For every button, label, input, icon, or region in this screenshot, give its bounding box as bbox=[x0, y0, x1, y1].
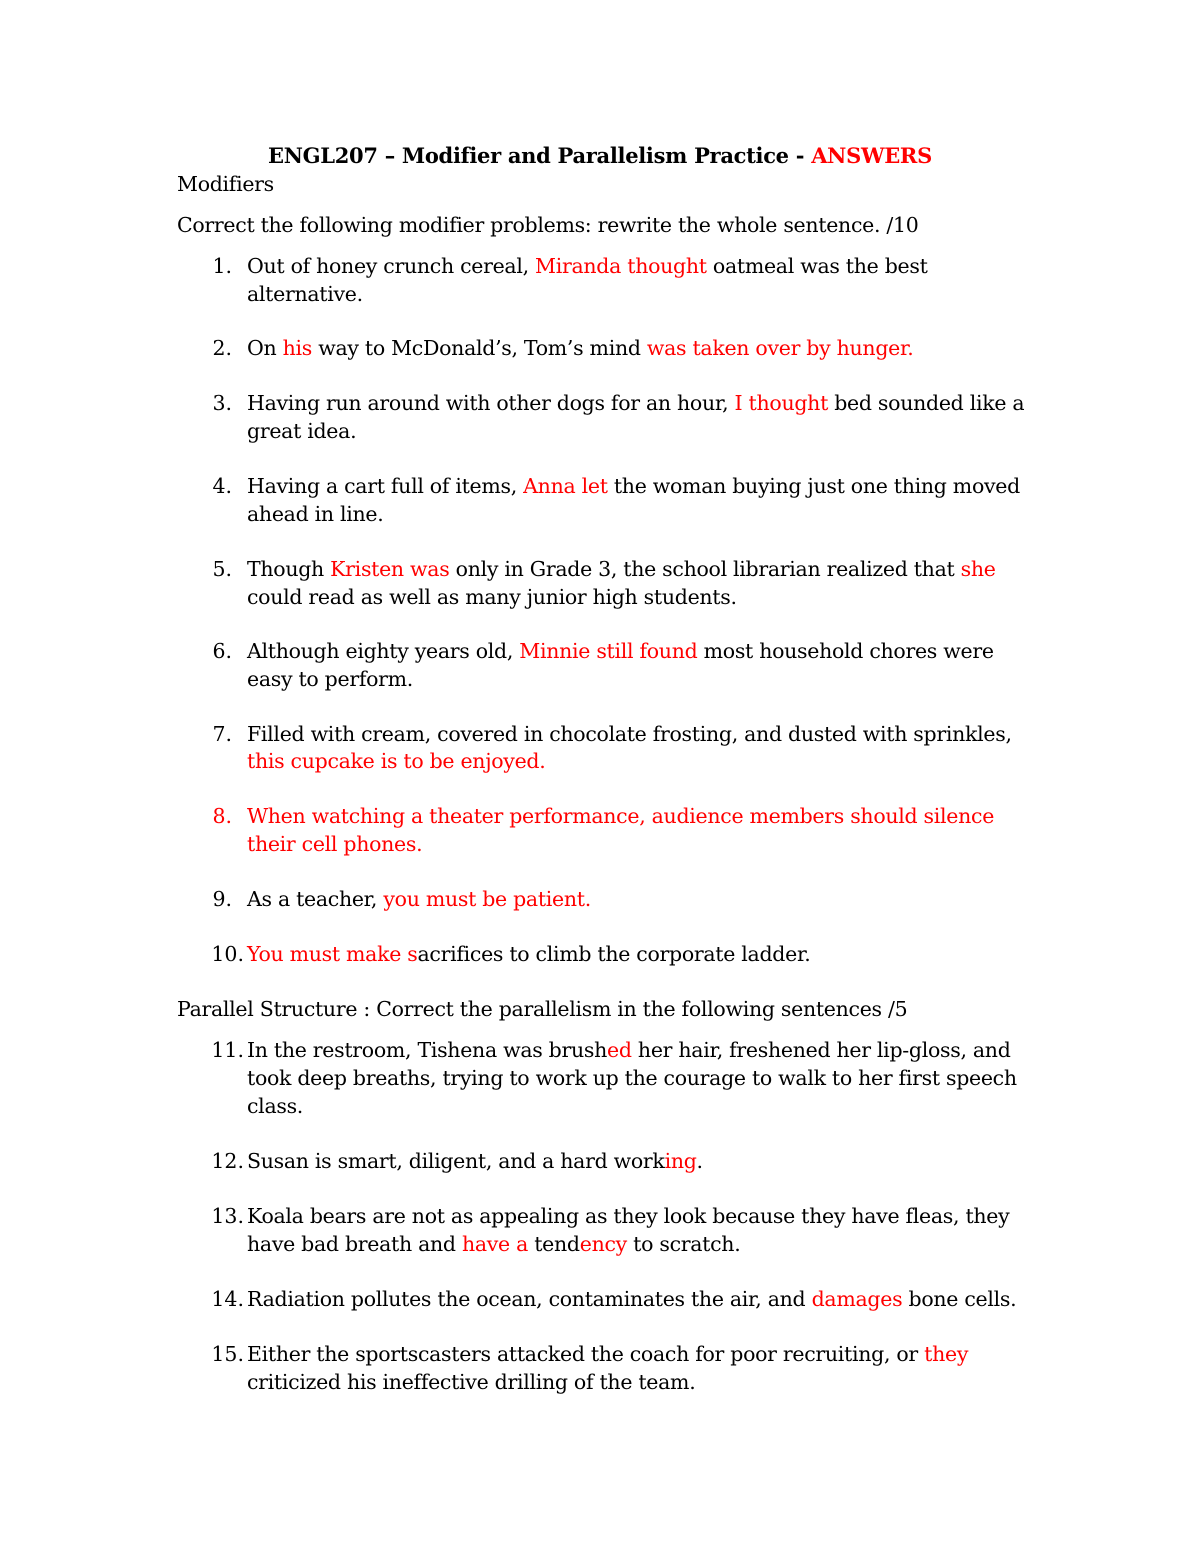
item-number: 6. bbox=[212, 639, 232, 663]
item-6-line-2: easy to perform. bbox=[247, 667, 414, 691]
page-title bbox=[0, 142, 1200, 170]
item-10-line-1 bbox=[247, 940, 810, 968]
item-11-line-1 bbox=[247, 1036, 1011, 1064]
item-11-line-3: class. bbox=[247, 1094, 304, 1118]
item-text: the woman buying just one thing moved bbox=[607, 474, 1020, 498]
item-text: most household chores were bbox=[697, 639, 994, 663]
item-number: 2. bbox=[212, 336, 232, 360]
item-number: 7. bbox=[212, 722, 232, 746]
item-text: tend bbox=[528, 1232, 580, 1256]
item-text: In the restroom, Tishena was brush bbox=[247, 1038, 608, 1062]
section-heading-modifiers: Modifiers bbox=[177, 172, 274, 196]
item-text: On bbox=[247, 336, 283, 360]
item-3-line-1 bbox=[247, 389, 1024, 417]
item-answer: I thought bbox=[734, 391, 829, 415]
item-number: 14. bbox=[211, 1287, 244, 1311]
item-answer: was taken over by hunger. bbox=[646, 336, 914, 360]
item-number: 4. bbox=[212, 474, 232, 498]
item-15-line-2: criticized his ineffective drilling of the team. bbox=[247, 1370, 696, 1394]
item-text: only in Grade 3, the school librarian realized that bbox=[449, 557, 961, 581]
item-5-line-2: could read as well as many junior high students. bbox=[247, 585, 737, 609]
item-number: 13. bbox=[211, 1204, 244, 1228]
item-answer: she bbox=[960, 557, 996, 581]
item-1-line-2: alternative. bbox=[247, 282, 363, 306]
item-number: 8. bbox=[212, 804, 232, 828]
item-text: oatmeal was the best bbox=[706, 254, 928, 278]
item-number: 5. bbox=[212, 557, 232, 581]
item-answer: Anna let bbox=[523, 474, 608, 498]
item-answer: Kristen was bbox=[330, 557, 450, 581]
item-answer: ency bbox=[579, 1232, 627, 1256]
item-text: acrifices to climb the corporate ladder. bbox=[417, 942, 811, 966]
item-text: bed sounded like a bbox=[828, 391, 1025, 415]
item-answer: ed bbox=[607, 1038, 632, 1062]
item-text: to scratch. bbox=[626, 1232, 741, 1256]
item-text: bone cells. bbox=[902, 1287, 1017, 1311]
item-answer: You must make s bbox=[247, 942, 418, 966]
item-number: 15. bbox=[211, 1342, 244, 1366]
item-15-line-1 bbox=[247, 1340, 968, 1368]
item-number: 12. bbox=[211, 1149, 244, 1173]
item-text: Radiation pollutes the ocean, contaminates the air, and bbox=[247, 1287, 812, 1311]
item-text: . bbox=[696, 1149, 703, 1173]
item-number: 10. bbox=[211, 942, 244, 966]
item-8-line-2: their cell phones. bbox=[247, 832, 423, 856]
item-4-line-2: ahead in line. bbox=[247, 502, 384, 526]
item-number: 3. bbox=[212, 391, 232, 415]
item-number: 11. bbox=[211, 1038, 244, 1062]
modifiers-instruction: Correct the following modifier problems: rewrite the whole sentence. /10 bbox=[177, 213, 919, 237]
item-9-line-1 bbox=[247, 885, 591, 913]
item-answer: ing bbox=[664, 1149, 697, 1173]
item-text: Having a cart full of items, bbox=[247, 474, 524, 498]
item-number: 9. bbox=[212, 887, 232, 911]
item-12-line-1 bbox=[247, 1147, 703, 1175]
item-text: way to McDonald’s, Tom’s mind bbox=[312, 336, 647, 360]
item-2-line-1 bbox=[247, 334, 913, 362]
item-text: Although eighty years old, bbox=[247, 639, 520, 663]
item-13-line-2 bbox=[247, 1230, 740, 1258]
item-text: Susan is smart, diligent, and a hard work bbox=[247, 1149, 665, 1173]
item-text: Out of honey crunch cereal, bbox=[247, 254, 536, 278]
item-text: Either the sportscasters attacked the coach for poor recruiting, or bbox=[247, 1342, 925, 1366]
item-answer: you must be patient. bbox=[383, 887, 591, 911]
title-main: ENGL207 – Modifier and Parallelism Practice - bbox=[268, 143, 812, 168]
item-number: 1. bbox=[212, 254, 232, 278]
item-text: Having run around with other dogs for an hour, bbox=[247, 391, 735, 415]
item-4-line-1 bbox=[247, 472, 1020, 500]
item-5-line-1 bbox=[247, 555, 996, 583]
item-13-line-1: Koala bears are not as appealing as they look because they have fleas, they bbox=[247, 1204, 1010, 1228]
item-text: Though bbox=[247, 557, 331, 581]
item-7-line-1: Filled with cream, covered in chocolate frosting, and dusted with sprinkles, bbox=[247, 722, 1012, 746]
item-answer: damages bbox=[811, 1287, 903, 1311]
item-1-line-1 bbox=[247, 252, 928, 280]
item-text: have bad breath and bbox=[247, 1232, 462, 1256]
title-answers: ANSWERS bbox=[811, 143, 932, 168]
item-8-line-1: When watching a theater performance, audience members should silence bbox=[247, 804, 995, 828]
item-text: her hair, freshened her lip-gloss, and bbox=[631, 1038, 1011, 1062]
item-answer: Miranda thought bbox=[535, 254, 707, 278]
item-6-line-1 bbox=[247, 637, 994, 665]
item-answer: his bbox=[282, 336, 313, 360]
item-11-line-2: took deep breaths, trying to work up the courage to walk to her first speech bbox=[247, 1066, 1017, 1090]
item-3-line-2: great idea. bbox=[247, 419, 357, 443]
item-answer: have a bbox=[461, 1232, 529, 1256]
item-7-line-2: this cupcake is to be enjoyed. bbox=[247, 749, 546, 773]
item-answer: Minnie still found bbox=[519, 639, 698, 663]
item-answer: they bbox=[924, 1342, 969, 1366]
item-14-line-1 bbox=[247, 1285, 1016, 1313]
section-heading-parallel: Parallel Structure : Correct the parallelism in the following sentences /5 bbox=[177, 997, 908, 1021]
item-text: As a teacher, bbox=[247, 887, 384, 911]
